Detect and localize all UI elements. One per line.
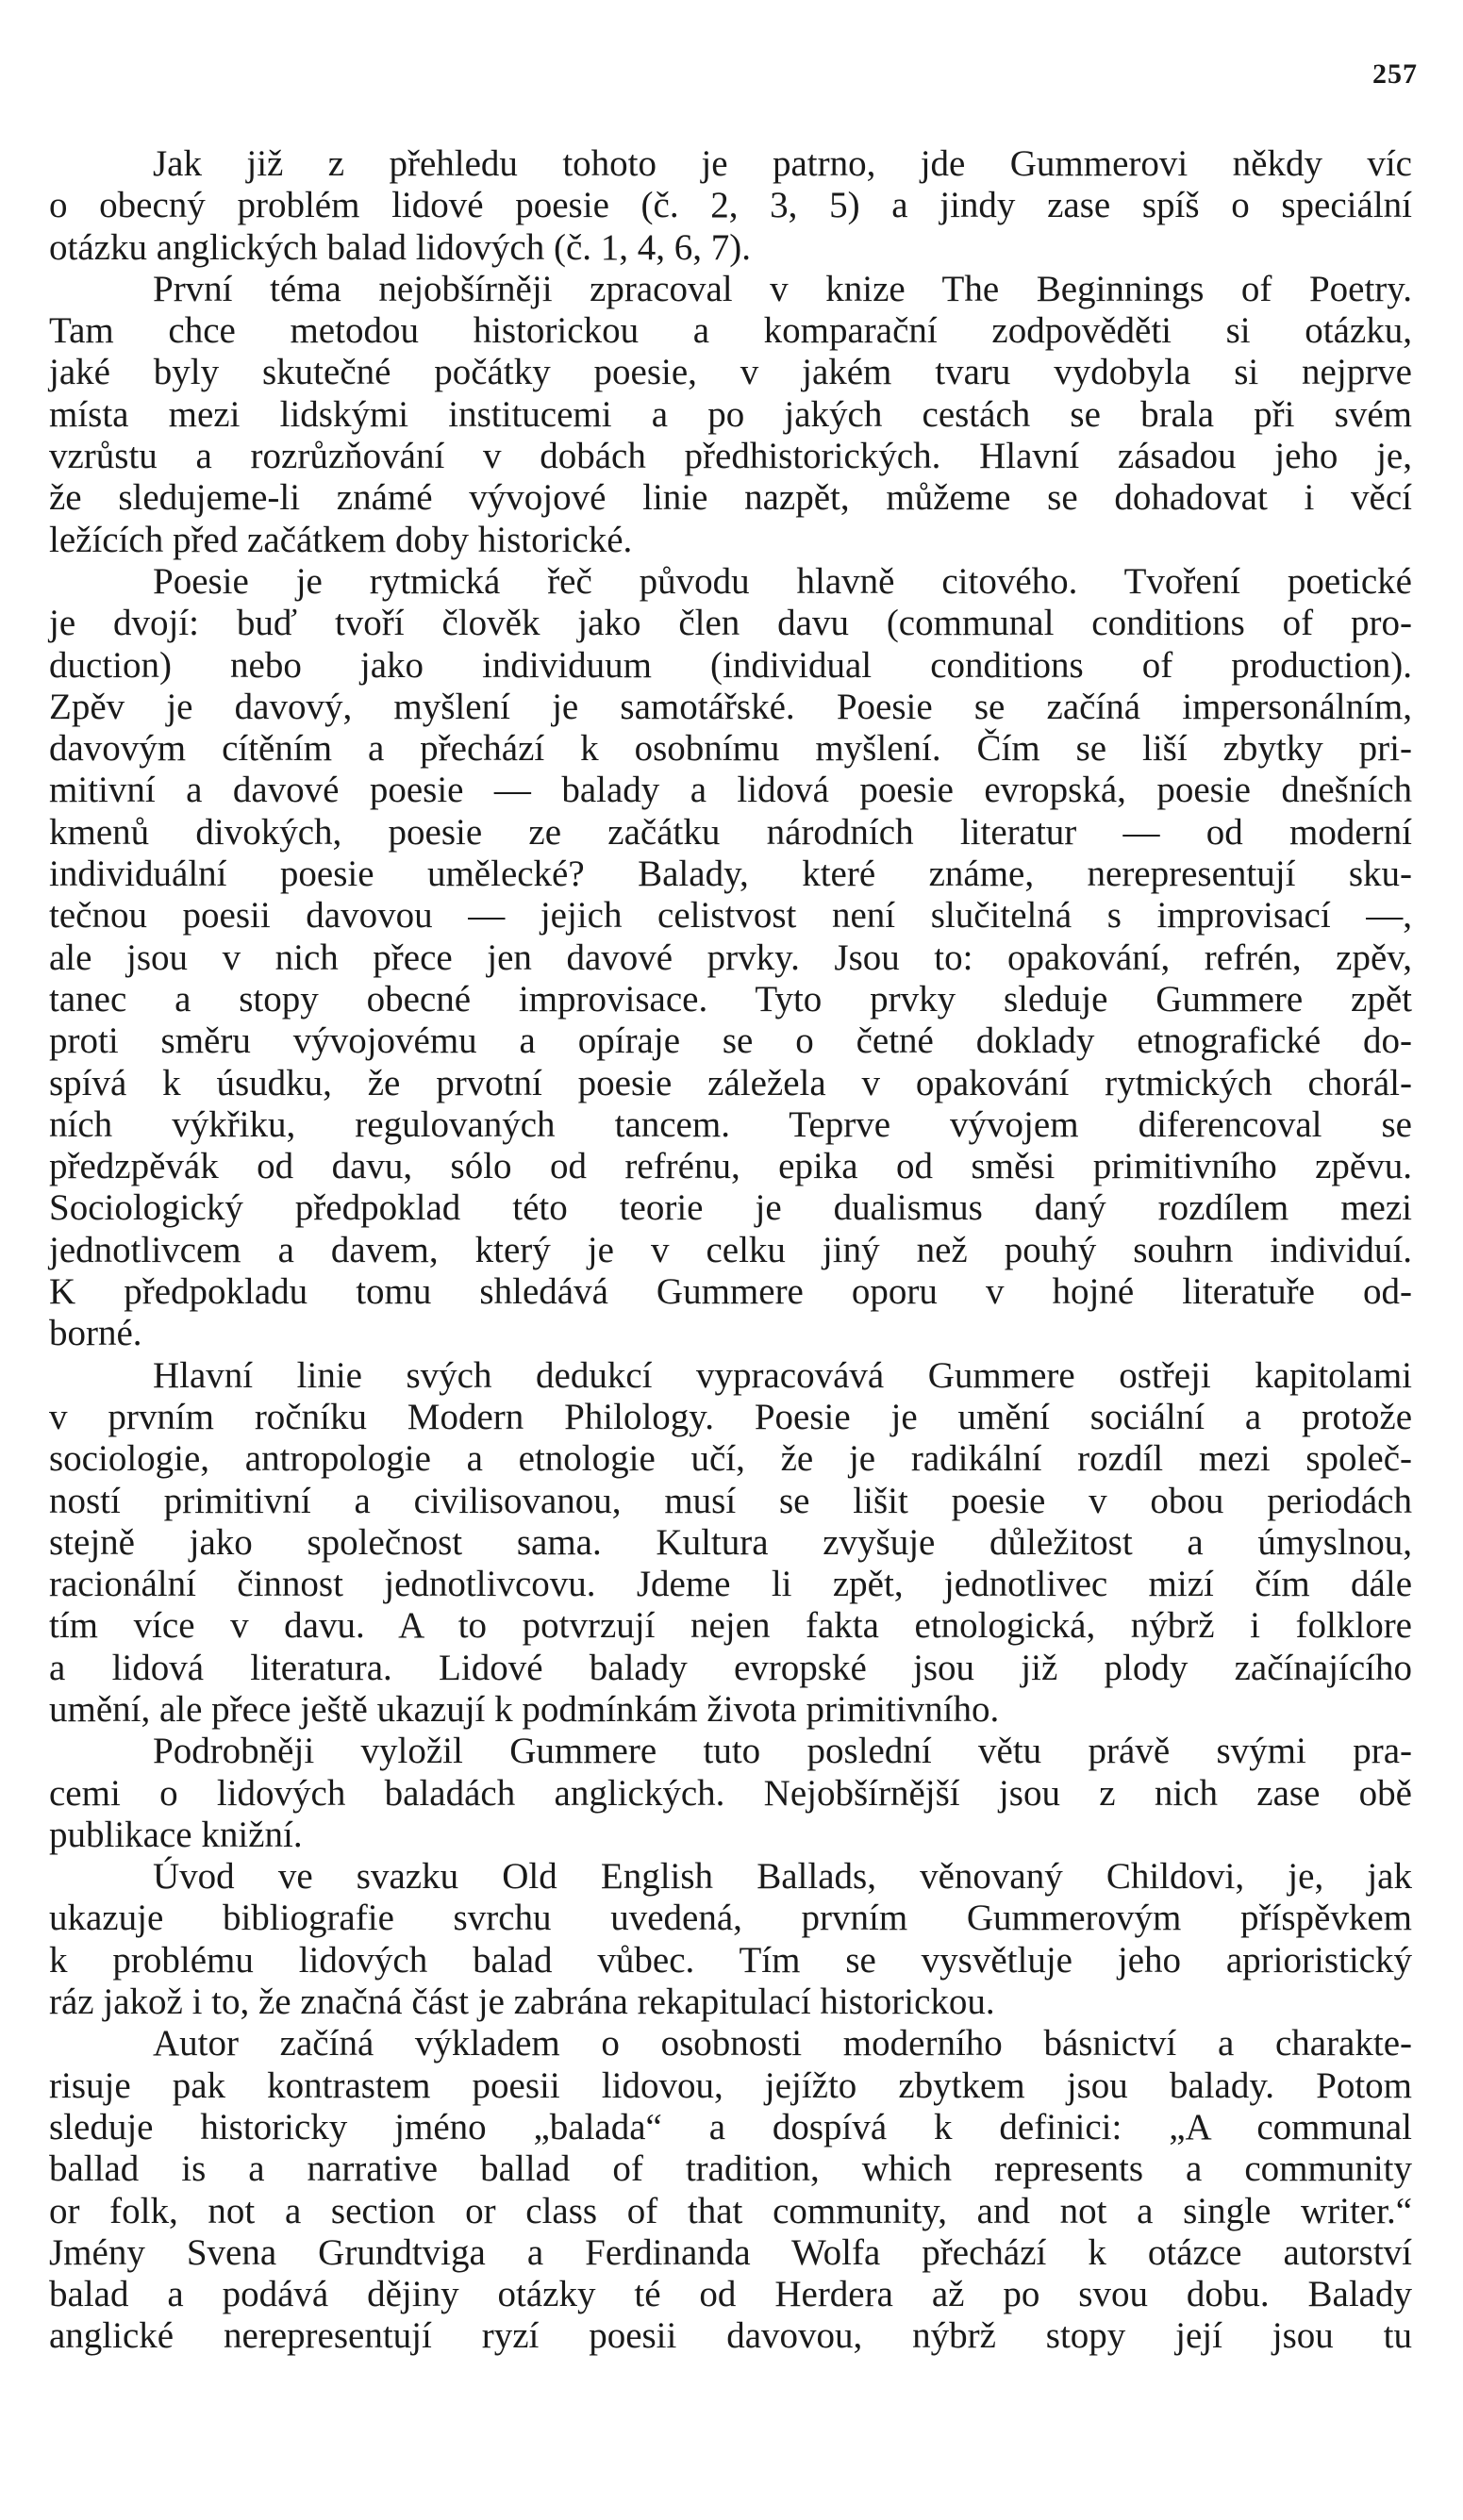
text-line: ností primitivní a civilisovanou, musí se lišit poesie v obou periodách xyxy=(49,1480,1412,1521)
text-line: místa mezi lidskými institucemi a po jakých cestách se brala při svém xyxy=(49,393,1412,435)
page-number: 257 xyxy=(1372,58,1418,90)
text-line: stejně jako společnost sama. Kultura zvyšuje důležitost a úmyslnou, xyxy=(49,1521,1412,1563)
text-line: Podrobněji vyložil Gummere tuto poslední větu právě svými pra- xyxy=(153,1731,1412,1772)
text-line: ráz jakož i to, že značná část je zabrána rekapitulací historickou. xyxy=(49,1981,995,2023)
text-line: otázku anglických balad lidových (č. 1, 4, 6, 7). xyxy=(49,226,752,268)
text-line: tečnou poesii davovou — jejich celistvost není slučitelná s improvisací —, xyxy=(49,895,1412,937)
text-line: anglické nerepresentují ryzí poesii davovou, nýbrž stopy její jsou tu xyxy=(49,2315,1412,2357)
text-line: davovým cítěním a přechází k osobnímu myšlení. Čím se liší zbytky pri- xyxy=(49,728,1412,770)
text-line: že sledujeme-li známé vývojové linie nazpět, můžeme se dohadovat i věcí xyxy=(49,477,1412,519)
text-line: o obecný problém lidové poesie (č. 2, 3, 5) a jindy zase spíš o speciální xyxy=(49,185,1412,226)
text-line: jednotlivcem a davem, který je v celku jiný než pouhý souhrn individuí. xyxy=(49,1229,1412,1270)
text-line: a lidová literatura. Lidové balady evropské jsou již plody začínajícího xyxy=(49,1647,1412,1688)
text-line: proti směru vývojovému a opíraje se o četné doklady etnografické do- xyxy=(49,1020,1412,1062)
text-line: mitivní a davové poesie — balady a lidová poesie evropská, poesie dnešních xyxy=(49,770,1412,811)
text-line: duction) nebo jako individuum (individual conditions of production). xyxy=(49,644,1412,686)
text-line: Zpěv je davový, myšlení je samotářské. Poesie se začíná impersonálním, xyxy=(49,686,1412,727)
text-line: vzrůstu a rozrůzňování v dobách předhistorických. Hlavní zásadou jeho je, xyxy=(49,436,1412,477)
text-line: Jak již z přehledu tohoto je patrno, jde Gummerovi někdy víc xyxy=(153,143,1412,184)
text-line: umění, ale přece ještě ukazují k podmínkám života primitivního. xyxy=(49,1688,1000,1730)
text-line: je dvojí: buď tvoří člověk jako člen davu (communal conditions of pro- xyxy=(49,603,1412,644)
text-line: racionální činnost jednotlivcovu. Jdeme li zpět, jednotlivec mizí čím dále xyxy=(49,1564,1412,1605)
text-line: sleduje historicky jméno „balada“ a dospívá k definici: „A communal xyxy=(49,2106,1412,2147)
text-line: Poesie je rytmická řeč původu hlavně citového. Tvoření poetické xyxy=(153,560,1412,602)
text-line: v prvním ročníku Modern Philology. Poesie je umění sociální a protože xyxy=(49,1396,1412,1437)
text-line: Úvod ve svazku Old English Ballads, věnovaný Childovi, je, jak xyxy=(153,1856,1412,1898)
text-line: Autor začíná výkladem o osobnosti moderního básnictví a charakte- xyxy=(153,2023,1412,2064)
text-line: individuální poesie umělecké? Balady, které známe, nerepresentují sku- xyxy=(49,854,1412,895)
text-line: Sociologický předpoklad této teorie je dualismus daný rozdílem mezi xyxy=(49,1187,1412,1229)
text-line: kmenů divokých, poesie ze začátku národních literatur — od moderní xyxy=(49,811,1412,853)
text-line: publikace knižní. xyxy=(49,1814,303,1855)
text-line: balad a podává dějiny otázky té od Herdera až po svou dobu. Balady xyxy=(49,2274,1412,2315)
text-line: Hlavní linie svých dedukcí vypracovává Gummere ostřeji kapitolami xyxy=(153,1354,1412,1396)
text-line: ballad is a narrative ballad of tradition, which represents a community xyxy=(49,2148,1412,2190)
text-line: tím více v davu. A to potvrzují nejen fakta etnologická, nýbrž i folklore xyxy=(49,1605,1412,1647)
text-line: borné. xyxy=(49,1313,142,1354)
text-line: ale jsou v nich přece jen davové prvky. Jsou to: opakování, refrén, zpěv, xyxy=(49,937,1412,978)
text-line: cemi o lidových baladách anglických. Nejobšírnější jsou z nich zase obě xyxy=(49,1772,1412,1814)
text-line: Tam chce metodou historickou a komparační zodpověděti si otázku, xyxy=(49,310,1412,352)
text-line: or folk, not a section or class of that community, and not a single writer.“ xyxy=(49,2190,1412,2231)
text-line: ukazuje bibliografie svrchu uvedená, prvním Gummerovým příspěvkem xyxy=(49,1898,1412,1939)
text-line: spívá k úsudku, že prvotní poesie záležela v opakování rytmických chorál- xyxy=(49,1062,1412,1103)
text-line: sociologie, antropologie a etnologie učí, že je radikální rozdíl mezi společ- xyxy=(49,1438,1412,1480)
text-line: k problému lidových balad vůbec. Tím se vysvětluje jeho aprioristický xyxy=(49,1939,1412,1981)
text-line: risuje pak kontrastem poesii lidovou, jejížto zbytkem jsou balady. Potom xyxy=(49,2064,1412,2106)
text-line: První téma nejobšírněji zpracoval v knize The Beginnings of Poetry. xyxy=(153,268,1412,309)
text-line: ních výkřiku, regulovaných tancem. Teprve vývojem diferencoval se xyxy=(49,1103,1412,1145)
text-line: předzpěvák od davu, sólo od refrénu, epika od směsi primitivního zpěvu. xyxy=(49,1146,1412,1187)
text-line: K předpokladu tomu shledává Gummere oporu v hojné literatuře od- xyxy=(49,1271,1412,1313)
text-line: jaké byly skutečné počátky poesie, v jakém tvaru vydobyla si nejprve xyxy=(49,352,1412,393)
text-line: Jmény Svena Grundtviga a Ferdinanda Wolfa přechází k otázce autorství xyxy=(49,2231,1412,2273)
text-line: tanec a stopy obecné improvisace. Tyto prvky sleduje Gummere zpět xyxy=(49,978,1412,1020)
text-line: ležících před začátkem doby historické. xyxy=(49,519,633,560)
text-body xyxy=(49,143,1412,2358)
